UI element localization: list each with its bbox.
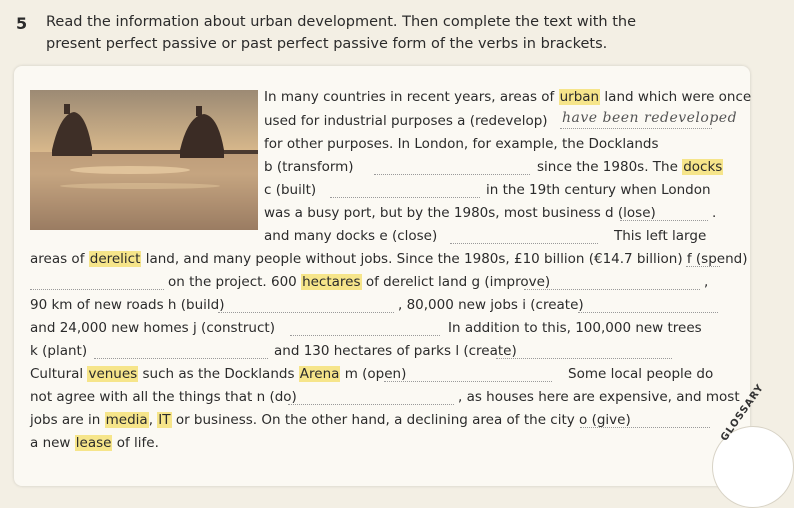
answer-blank-c[interactable] bbox=[330, 181, 480, 198]
text-segment: Cultural bbox=[30, 366, 84, 382]
text-line-4-a: b (transform) bbox=[264, 159, 354, 175]
text-line-10-b: , 80,000 new jobs i (create) bbox=[398, 297, 584, 313]
text-segment: In many countries in recent years, areas of bbox=[264, 89, 555, 105]
highlight-word: Arena bbox=[299, 366, 340, 382]
text-line-5-a: c (built) bbox=[264, 182, 317, 198]
text-segment: areas of bbox=[30, 251, 85, 267]
text-line-5-b: in the 19th century when London bbox=[486, 182, 711, 198]
answer-blank-e[interactable] bbox=[450, 227, 598, 244]
instruction-line-1: Read the information about urban development. Then complete the text with the bbox=[46, 14, 637, 30]
answer-blank-l[interactable] bbox=[496, 342, 672, 359]
highlight-word: docks bbox=[683, 159, 723, 175]
highlight-word: derelict bbox=[89, 251, 141, 267]
text-line-12-b: and 130 hectares of parks l (create) bbox=[274, 343, 517, 359]
highlight-word: urban bbox=[559, 89, 600, 105]
text-line-3 bbox=[264, 135, 659, 153]
text-line-9 bbox=[168, 273, 550, 291]
answer-blank-h[interactable] bbox=[218, 296, 394, 313]
answer-blank-b[interactable] bbox=[374, 158, 530, 175]
text-line-10-a: 90 km of new roads h (build) bbox=[30, 297, 225, 313]
text-line-8 bbox=[30, 250, 748, 268]
text-segment: , bbox=[148, 412, 153, 428]
text-segment: for other purposes. In London, for example, the Docklands bbox=[264, 136, 659, 152]
exercise-number: 5 bbox=[16, 14, 28, 33]
answer-blank-f-cont[interactable] bbox=[30, 273, 164, 290]
instruction-line-2: present perfect passive or past perfect passive form of the verbs in brackets. bbox=[46, 36, 608, 52]
thames-barrier-photo bbox=[30, 90, 258, 230]
text-line-14-a: not agree with all the things that n (do) bbox=[30, 389, 297, 405]
answer-blank-j[interactable] bbox=[290, 319, 440, 336]
glossary-label: GLOSSARY bbox=[719, 382, 767, 444]
text-segment: land which were once bbox=[604, 89, 752, 105]
text-line-6-end: . bbox=[712, 205, 717, 221]
text-line-1 bbox=[264, 88, 751, 106]
answer-blank-o[interactable] bbox=[580, 411, 710, 428]
text-segment: m (open) bbox=[344, 366, 407, 382]
text-line-11-a: and 24,000 new homes j (construct) bbox=[30, 320, 275, 336]
highlight-word: IT bbox=[158, 412, 171, 428]
text-line-7-b: This left large bbox=[614, 228, 707, 244]
text-line-15 bbox=[30, 411, 631, 429]
highlight-word: hectares bbox=[302, 274, 361, 290]
text-line-6: was a busy port, but by the 1980s, most business d (lose) bbox=[264, 205, 656, 221]
text-line-12-a: k (plant) bbox=[30, 343, 88, 359]
answer-blank-m[interactable] bbox=[384, 365, 552, 382]
answer-blank-g[interactable] bbox=[524, 273, 700, 290]
answer-blank-k[interactable] bbox=[94, 342, 268, 359]
text-segment: jobs are in bbox=[30, 412, 101, 428]
text-line-9-end: , bbox=[704, 274, 709, 290]
text-segment: on the project. 600 bbox=[168, 274, 297, 290]
text-line-11-b: In addition to this, 100,000 new trees bbox=[448, 320, 702, 336]
answer-blank-f[interactable] bbox=[686, 250, 720, 267]
text-line-13-d: Some local people do bbox=[568, 366, 714, 382]
text-line-16 bbox=[30, 434, 159, 452]
text-segment: of life. bbox=[116, 435, 159, 451]
text-line-7-a: and many docks e (close) bbox=[264, 228, 438, 244]
answer-blank-d[interactable] bbox=[620, 204, 708, 221]
text-line-4-b bbox=[537, 158, 723, 176]
handwritten-answer-a: have been redeveloped bbox=[562, 110, 738, 126]
text-segment: since the 1980s. The bbox=[537, 159, 678, 175]
text-line-2 bbox=[264, 112, 548, 130]
answer-blank-i[interactable] bbox=[578, 296, 718, 313]
text-segment: used for industrial purposes a (redevelop) bbox=[264, 113, 548, 129]
text-segment: such as the Docklands bbox=[142, 366, 295, 382]
answer-blank-n[interactable] bbox=[288, 388, 454, 405]
text-segment: of derelict land g (improve) bbox=[365, 274, 551, 290]
text-segment: land, and many people without jobs. Since the 1980s, £10 billion (€14.7 billion) f (spend) bbox=[145, 251, 748, 267]
glossary-badge[interactable] bbox=[712, 382, 794, 508]
highlight-word: venues bbox=[88, 366, 138, 382]
text-line-14-b: , as houses here are expensive, and most bbox=[458, 389, 740, 405]
text-line-13 bbox=[30, 365, 406, 383]
text-segment: a new bbox=[30, 435, 71, 451]
text-segment: or business. On the other hand, a declining area of the city o (give) bbox=[175, 412, 631, 428]
highlight-word: lease bbox=[75, 435, 112, 451]
highlight-word: media bbox=[105, 412, 148, 428]
